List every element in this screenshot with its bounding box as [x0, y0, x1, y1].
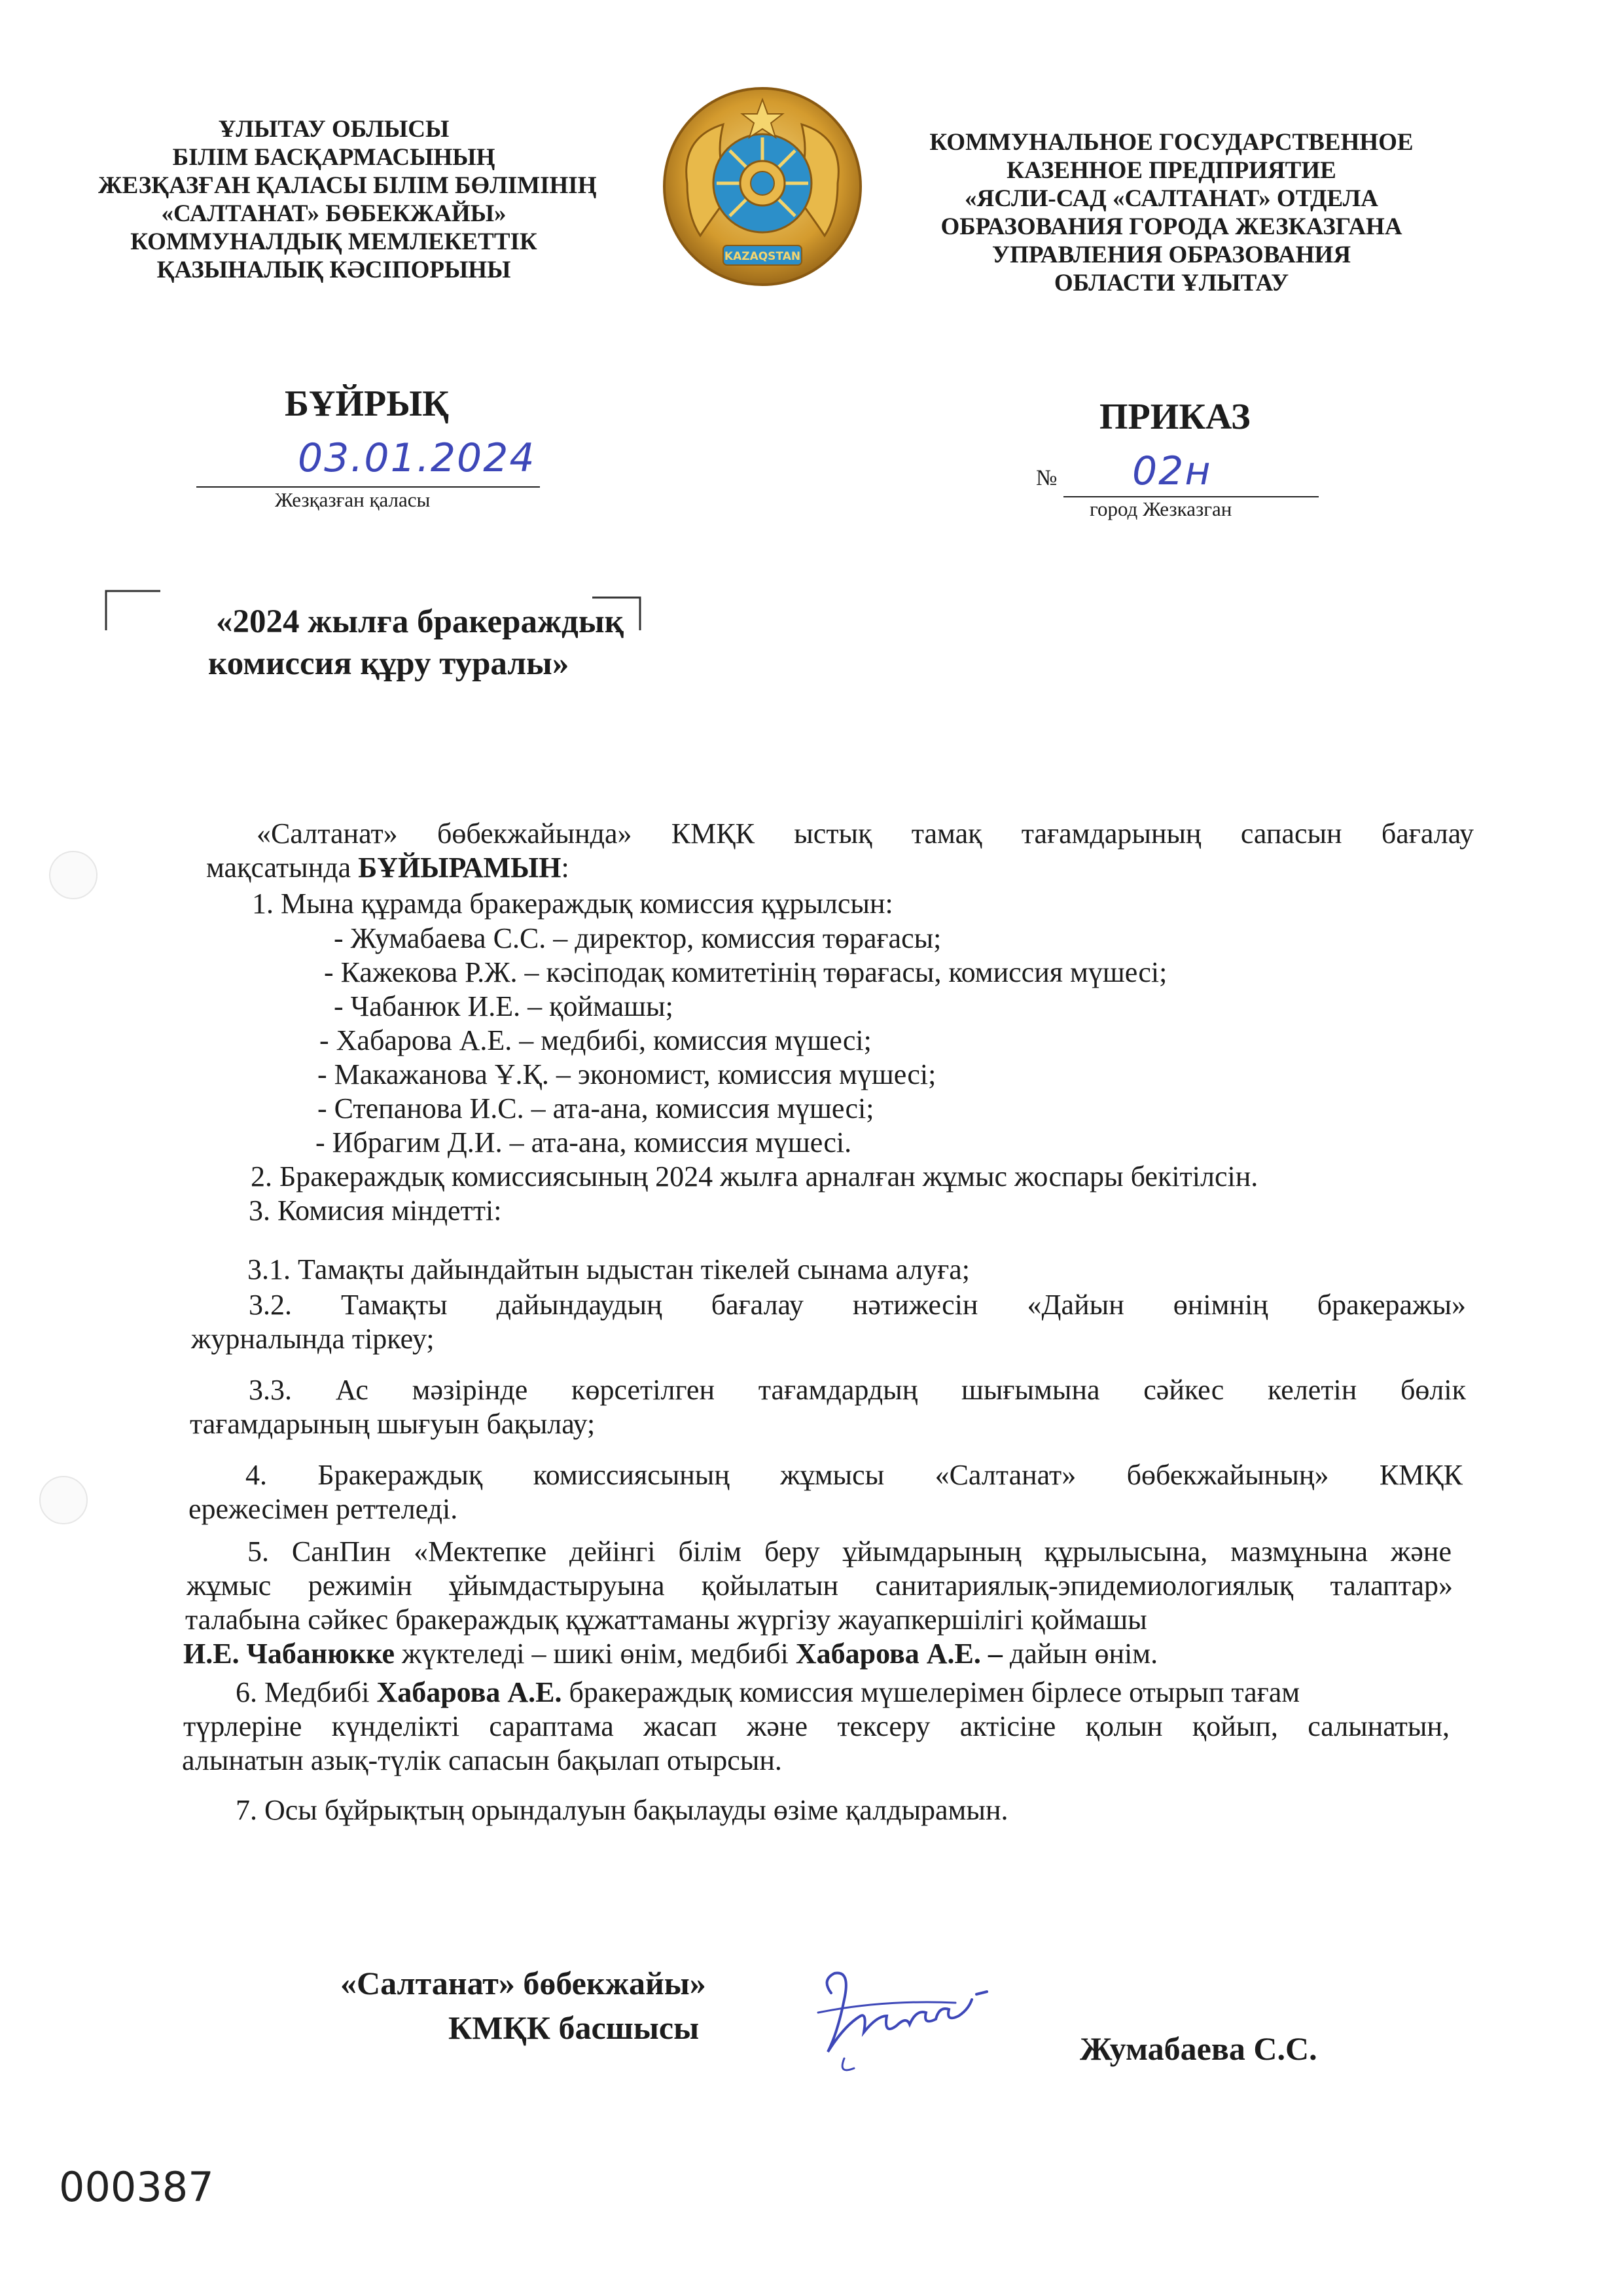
- item-3-1: 3.1. Тамақты дайындайтын ыдыстан тікелей сынама алуға;: [247, 1253, 971, 1285]
- order-keyword: БҰЙЫРАМЫН: [358, 852, 562, 884]
- responsible-name: Хабарова А.Е.: [376, 1676, 562, 1708]
- item-5-cont: жұмыс режимін ұйымдастыруына қойылатын санитариялық-эпидемиологиялық талаптар»: [187, 1570, 1453, 1602]
- punch-hole: [49, 851, 98, 899]
- intro-line: «Салтанат» бөбекжайында» КМҚК ыстық тамақ тағамдарының сапасын бағалау: [257, 817, 1474, 850]
- number-sign: №: [1036, 466, 1058, 490]
- header-kz-line: «САЛТАНАТ» БӨБЕКЖАЙЫ»: [161, 200, 507, 227]
- subject-line: «2024 жылға бракераждық: [216, 603, 624, 640]
- signature-org: «Салтанат» бөбекжайы»: [340, 1965, 706, 2001]
- item-4-cont: ережесімен реттеледі.: [188, 1493, 458, 1525]
- member-line: - Ибрагим Д.И. – ата-ана, комиссия мүшесі.: [315, 1126, 852, 1158]
- item-3: 3. Комисия міндетті:: [249, 1194, 502, 1227]
- emblem-ribbon-text: KAZAQSTAN: [724, 250, 801, 263]
- item-5-cont: [183, 1637, 1158, 1671]
- header-kz-line: ҚАЗЫНАЛЫҚ КӘСІПОРЫНЫ: [156, 257, 511, 283]
- intro-text: мақсатында: [206, 852, 359, 884]
- header-ru-line: «ЯСЛИ-САД «САЛТАНАТ» ОТДЕЛА: [965, 185, 1378, 212]
- city-kz: Жезқазған қаласы: [275, 488, 431, 511]
- intro-text: :: [561, 852, 569, 884]
- item-7: 7. Осы бұйрықтың орындалуын бақылауды өзіме қалдырамын.: [236, 1794, 1008, 1826]
- item-6-text: бракераждық комиссия мүшелерімен бірлесе отырып тағам: [562, 1676, 1300, 1708]
- item-5-text: дайын өнім.: [1002, 1638, 1158, 1670]
- signatory-name: Жумабаева С.С.: [1080, 2030, 1317, 2067]
- header-kz-line: ЖЕЗҚАЗҒАН ҚАЛАСЫ БІЛІМ БӨЛІМІНІҢ: [98, 172, 597, 199]
- item-6-text: 6. Медбибі: [236, 1676, 377, 1708]
- member-line: - Жумабаева С.С. – директор, комиссия төрағасы;: [334, 922, 942, 954]
- item-5-text: жүктеледі – шикі өнім, медбибі: [394, 1638, 796, 1670]
- order-date-handwritten: 03.01.2024: [298, 435, 536, 481]
- date-underline: [196, 486, 540, 488]
- header-ru-line: ОБЛАСТИ ҰЛЫТАУ: [1054, 270, 1289, 296]
- order-number-handwritten: 02н: [1132, 448, 1212, 494]
- item-6: [236, 1676, 1300, 1710]
- member-line: - Хабарова А.Е. – медбибі, комиссия мүшесі;: [319, 1024, 872, 1056]
- item-6-cont: алынатын азық-түлік сапасын бақылап отырсын.: [182, 1744, 782, 1776]
- document-number: 000387: [59, 2163, 214, 2211]
- item-3-2: 3.2. Тамақты дайындаудың бағалау нәтижесін «Дайын өнімнің бракеражы»: [249, 1289, 1466, 1321]
- member-line: - Макажанова Ұ.Қ. – экономист, комиссия мүшесі;: [317, 1058, 936, 1090]
- header-ru-line: КОММУНАЛЬНОЕ ГОСУДАРСТВЕННОЕ: [929, 129, 1414, 156]
- item-5-cont: талабына сәйкес бракераждық құжаттаманы жүргізу жауапкершілігі қоймашы: [185, 1604, 1147, 1636]
- order-subject: [208, 601, 624, 685]
- responsible-name: Хабарова А.Е. –: [795, 1638, 1003, 1670]
- item-1: 1. Мына құрамда бракераждық комиссия құрылсын:: [252, 888, 893, 920]
- subject-line: комиссия құру туралы»: [208, 645, 569, 682]
- item-3-2-cont: журналында тіркеу;: [191, 1323, 435, 1355]
- punch-hole: [39, 1476, 88, 1524]
- bracket-left-icon: [98, 586, 164, 632]
- header-kz-line: БІЛІМ БАСҚАРМАСЫНЫҢ: [172, 144, 495, 171]
- state-emblem-icon: [661, 85, 864, 288]
- header-ru-line: УПРАВЛЕНИЯ ОБРАЗОВАНИЯ: [991, 242, 1351, 268]
- intro-line: [206, 851, 569, 885]
- handwritten-signature-icon: [805, 1954, 1014, 2085]
- member-line: - Чабанюк И.Е. – қоймашы;: [334, 990, 673, 1022]
- item-4: 4. Бракераждық комиссиясының жұмысы «Салтанат» бөбекжайының» КМҚК: [245, 1459, 1463, 1491]
- header-ru-line: КАЗЕННОЕ ПРЕДПРИЯТИЕ: [1007, 157, 1336, 184]
- header-kz-line: КОММУНАЛДЫҚ МЕМЛЕКЕТТІК: [130, 228, 537, 255]
- item-5: 5. СанПин «Мектепке дейінгі білім беру ұйымдарының құрылысына, мазмұнына және: [247, 1535, 1452, 1568]
- member-line: - Степанова И.С. – ата-ана, комиссия мүшесі;: [317, 1092, 874, 1124]
- order-title-ru: ПРИКАЗ: [1099, 397, 1251, 437]
- order-title-kz: БҰЙРЫҚ: [285, 384, 449, 424]
- signature-position: КМҚК басшысы: [448, 2009, 700, 2046]
- item-2: 2. Бракераждық комиссиясының 2024 жылға арналған жұмыс жоспары бекітілсін.: [251, 1160, 1258, 1193]
- city-ru: город Жезказган: [1090, 497, 1232, 520]
- item-3-3: 3.3. Ас мәзірінде көрсетілген тағамдардың шығымына сәйкес келетін бөлік: [249, 1374, 1466, 1406]
- item-6-cont: түрлеріне күнделікті сараптама жасап және тексеру актісіне қолын қойып, салынатын,: [183, 1710, 1450, 1742]
- member-line: - Кажекова Р.Ж. – кәсіподақ комитетінің төрағасы, комиссия мүшесі;: [324, 956, 1168, 988]
- header-kz: [98, 115, 597, 284]
- header-kz-line: ҰЛЫТАУ ОБЛЫСЫ: [218, 116, 450, 143]
- responsible-name: И.Е. Чабанюкке: [183, 1638, 395, 1670]
- header-ru: [916, 128, 1427, 297]
- header-ru-line: ОБРАЗОВАНИЯ ГОРОДА ЖЕЗКАЗГАНА: [940, 213, 1402, 240]
- item-3-3-cont: тағамдарының шығуын бақылау;: [190, 1408, 596, 1440]
